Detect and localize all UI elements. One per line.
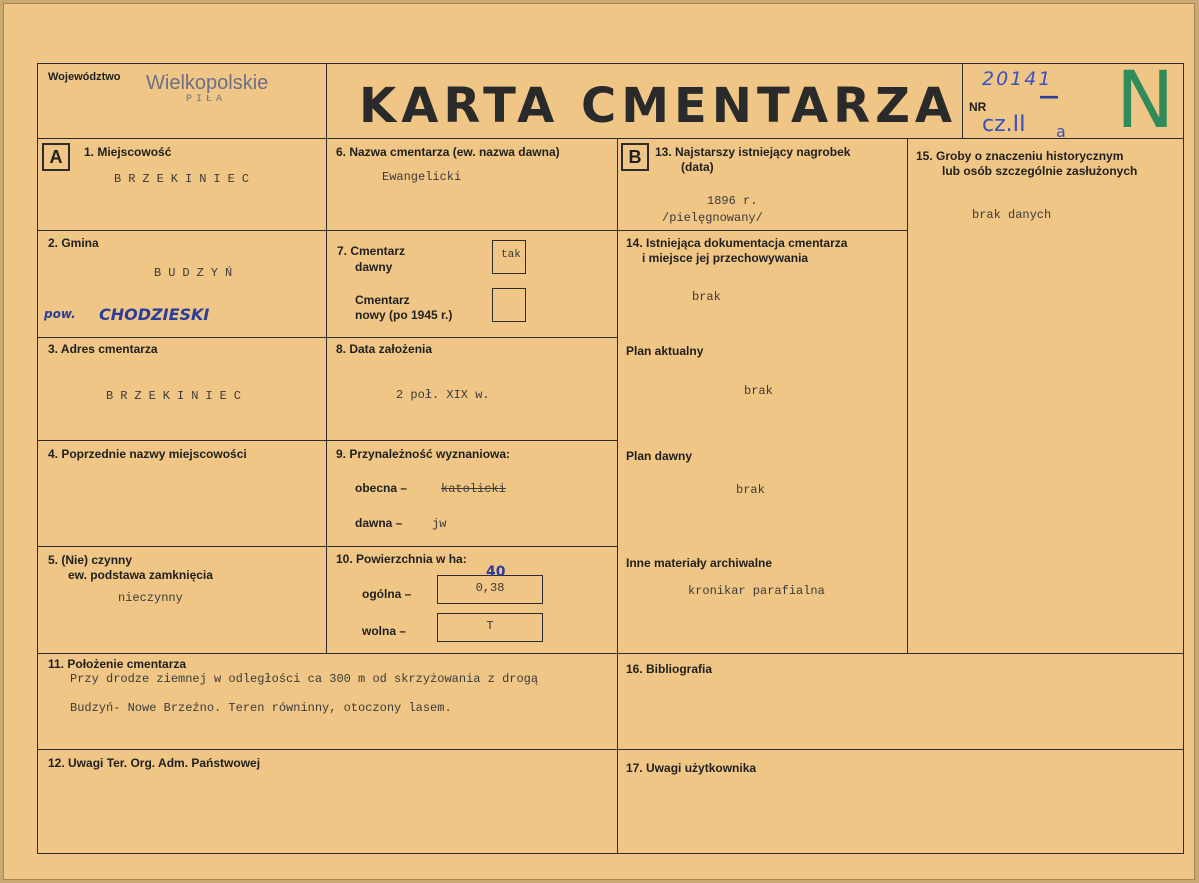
field-3-value: BRZEKINIEC bbox=[106, 389, 249, 403]
row-line-m1 bbox=[326, 230, 618, 231]
record-part-handwritten: cz.II bbox=[982, 112, 1026, 137]
field-10-total-value: 0,38 bbox=[475, 581, 505, 595]
field-11-label: 11. Położenie cmentarza bbox=[48, 657, 187, 671]
field-13-value-line1: 1896 r. bbox=[707, 194, 758, 208]
plan-old-label: Plan dawny bbox=[626, 449, 693, 463]
field-9-current-label: obecna – bbox=[355, 481, 408, 495]
field-10-total-label: ogólna – bbox=[362, 587, 412, 601]
field-6-label: 6. Nazwa cmentarza (ew. nazwa dawna) bbox=[336, 145, 560, 159]
section-b-marker: B bbox=[621, 143, 649, 171]
record-part-suffix: a bbox=[1056, 122, 1066, 141]
field-7-label-line4: nowy (po 1945 r.) bbox=[355, 308, 453, 322]
header-divider-left bbox=[326, 63, 327, 139]
field-10-total-correction: 40 bbox=[486, 564, 506, 580]
field-2-label: 2. Gmina bbox=[48, 236, 99, 250]
archives-value: kronikar parafialna bbox=[688, 584, 825, 598]
archives-label: Inne materiały archiwalne bbox=[626, 556, 773, 570]
record-number-handwritten: 20141 bbox=[982, 68, 1053, 90]
column-divider-1 bbox=[326, 138, 327, 653]
field-14-value: brak bbox=[692, 290, 721, 304]
field-9-former-label: dawna – bbox=[355, 516, 403, 530]
field-16-label: 16. Bibliografia bbox=[626, 662, 713, 676]
field-1-value: BRZEKINIEC bbox=[114, 172, 257, 186]
field-2-value: BUDZYŃ bbox=[154, 266, 240, 280]
column-divider-2 bbox=[617, 138, 618, 854]
field-11-value-line1: Przy drodze ziemnej w odległości ca 300 m od skrzyżowania z drogą bbox=[70, 672, 539, 686]
field-8-label: 8. Data założenia bbox=[336, 342, 433, 356]
category-letter: N bbox=[1116, 56, 1175, 146]
plan-current-value: brak bbox=[744, 384, 773, 398]
header-bottom-line bbox=[37, 138, 1184, 139]
field-5-label-line2: ew. podstawa zamknięcia bbox=[68, 568, 213, 582]
field-9-current-value: katolicki bbox=[441, 482, 506, 496]
voivodeship-stamp: Wielkopolskie bbox=[146, 72, 269, 94]
field-3-label: 3. Adres cmentarza bbox=[48, 342, 158, 356]
old-cemetery-checkbox[interactable] bbox=[492, 240, 526, 274]
row-line-a4 bbox=[37, 546, 327, 547]
field-4-label: 4. Poprzednie nazwy miejscowości bbox=[48, 447, 247, 461]
field-7-label-line1: 7. Cmentarz bbox=[337, 244, 406, 258]
row-line-bottom-1 bbox=[37, 653, 1184, 654]
field-10-label: 10. Powierzchnia w ha: bbox=[336, 552, 467, 566]
field-5-label-line1: 5. (Nie) czynny bbox=[48, 553, 133, 567]
field-15-value: brak danych bbox=[972, 208, 1052, 222]
field-9-label: 9. Przynależność wyznaniowa: bbox=[336, 447, 511, 461]
row-line-m4 bbox=[326, 546, 618, 547]
field-15-label-line2: lub osób szczególnie zasłużonych bbox=[942, 164, 1138, 178]
field-10-free-value: T bbox=[486, 619, 494, 633]
field-5-value: nieczynny bbox=[118, 591, 183, 605]
plan-current-label: Plan aktualny bbox=[626, 344, 704, 358]
field-8-value: 2 poł. XIX w. bbox=[396, 388, 490, 402]
field-6-value: Ewangelicki bbox=[382, 170, 462, 184]
field-13-value-line2: /pielęgnowany/ bbox=[662, 211, 763, 225]
field-11-value-line2: Budzyń- Nowe Brzeźno. Teren równinny, otoczony lasem. bbox=[70, 701, 452, 715]
field-17-label: 17. Uwagi użytkownika bbox=[626, 761, 757, 775]
voivodeship-label: Województwo bbox=[48, 71, 121, 83]
field-15-label-line1: 15. Groby o znaczeniu historycznym bbox=[916, 149, 1124, 163]
column-divider-3 bbox=[907, 138, 908, 653]
field-2-district-value: CHODZIESKI bbox=[99, 305, 210, 324]
row-line-a1 bbox=[37, 230, 327, 231]
old-cemetery-checkbox-value: tak bbox=[501, 249, 521, 261]
record-number-label: NR bbox=[969, 100, 987, 114]
field-9-former-value: jw bbox=[432, 517, 447, 531]
section-a-marker: A bbox=[42, 143, 70, 171]
plan-old-value: brak bbox=[736, 483, 765, 497]
row-line-a2 bbox=[37, 337, 327, 338]
field-14-label-line2: i miejsce jej przechowywania bbox=[642, 251, 809, 265]
field-10-free-box[interactable] bbox=[437, 613, 543, 642]
row-line-m3 bbox=[326, 440, 618, 441]
page-title: KARTA CMENTARZA bbox=[359, 78, 958, 134]
field-7-label-line2: dawny bbox=[355, 260, 393, 274]
field-2-district-prefix: pow. bbox=[44, 307, 76, 321]
row-line-bottom-2 bbox=[37, 749, 1184, 750]
cemetery-record-card bbox=[3, 3, 1195, 880]
new-cemetery-checkbox[interactable] bbox=[492, 288, 526, 322]
field-13-label-line1: 13. Najstarszy istniejący nagrobek bbox=[655, 145, 851, 159]
row-line-a3 bbox=[37, 440, 327, 441]
field-10-free-label: wolna – bbox=[362, 624, 407, 638]
field-13-label-line2: (data) bbox=[681, 160, 714, 174]
record-dash: — bbox=[1039, 84, 1059, 108]
field-14-label-line1: 14. Istniejąca dokumentacja cmentarza bbox=[626, 236, 848, 250]
header-divider-right bbox=[962, 63, 963, 139]
field-12-label: 12. Uwagi Ter. Org. Adm. Państwowej bbox=[48, 756, 261, 770]
row-line-m2 bbox=[326, 337, 618, 338]
row-line-b1 bbox=[617, 230, 908, 231]
field-1-label: 1. Miejscowość bbox=[84, 145, 172, 159]
voivodeship-sub-stamp: PIŁA bbox=[186, 94, 227, 105]
field-7-label-line3: Cmentarz bbox=[355, 293, 410, 307]
